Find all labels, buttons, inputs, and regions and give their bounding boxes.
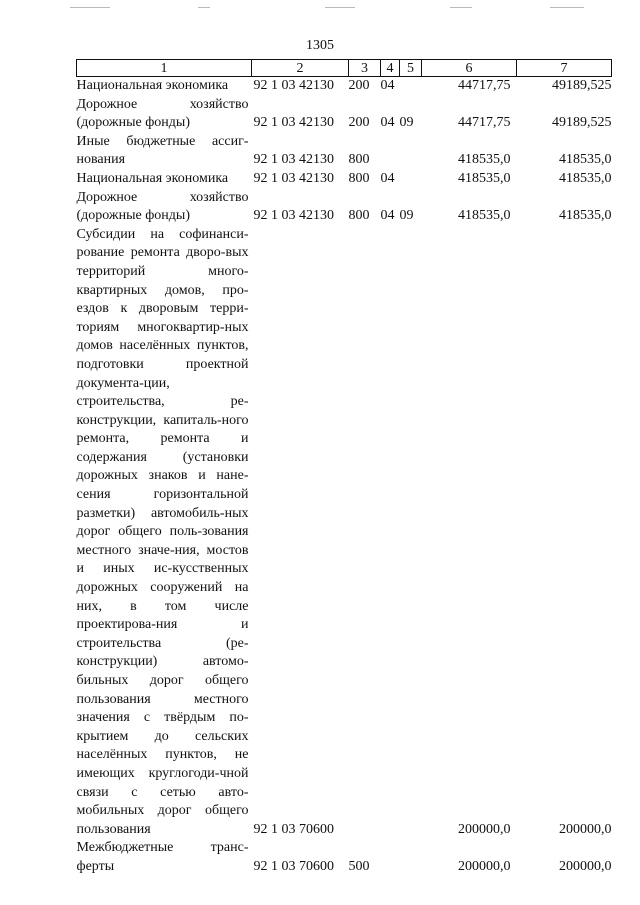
row-name: Национальная экономика bbox=[76, 78, 229, 93]
row-section: 04 bbox=[380, 208, 395, 224]
column-header: 6 bbox=[422, 60, 517, 77]
row-amount-6: 418535,0 bbox=[458, 152, 511, 168]
row-amount-7: 200000,0 bbox=[559, 858, 612, 874]
row-name: Межбюджетные транс-ферты bbox=[76, 840, 249, 874]
row-name: Национальная экономика bbox=[76, 170, 229, 186]
row-amount-7: 418535,0 bbox=[559, 208, 612, 224]
row-code: 92 1 03 70600 bbox=[253, 821, 334, 837]
row-section bbox=[381, 839, 400, 876]
row-name: Дорожное хозяйство (дорожные фонды) bbox=[76, 96, 249, 131]
row-subsection bbox=[400, 133, 422, 170]
row-code: 92 1 03 42130 bbox=[253, 208, 334, 224]
row-name: Дорожное хозяйство (дорожные фонды) bbox=[76, 189, 249, 224]
row-code: 92 1 03 70600 bbox=[253, 858, 334, 874]
scan-artifacts bbox=[70, 7, 630, 9]
column-header: 3 bbox=[349, 60, 381, 77]
column-header: 4 bbox=[381, 60, 400, 77]
page-number: 1305 bbox=[306, 38, 334, 53]
budget-table bbox=[76, 59, 612, 877]
table-row bbox=[77, 839, 612, 876]
row-subsection bbox=[400, 839, 422, 876]
column-header-row bbox=[77, 60, 612, 77]
table-row bbox=[77, 96, 612, 133]
row-amount-6: 44717,75 bbox=[458, 78, 511, 93]
table-row bbox=[77, 77, 612, 96]
row-expense-type: 800 bbox=[348, 208, 370, 224]
table-row bbox=[77, 189, 612, 226]
row-expense-type: 500 bbox=[348, 858, 370, 874]
row-amount-6: 200000,0 bbox=[458, 821, 511, 837]
row-amount-7: 200000,0 bbox=[559, 821, 612, 837]
table-row bbox=[77, 133, 612, 170]
row-expense-type: 800 bbox=[348, 170, 370, 186]
row-amount-7: 418535,0 bbox=[559, 152, 612, 168]
row-amount-7: 49189,525 bbox=[552, 78, 612, 93]
column-header: 2 bbox=[252, 60, 349, 77]
row-subsection bbox=[400, 170, 422, 189]
row-section: 04 bbox=[380, 170, 395, 186]
row-code: 92 1 03 42130 bbox=[253, 115, 334, 131]
row-name: Субсидии на софинанси-рование ремонта дворо-вых территорий много-квартирных домов, про-ездов к дворовым терри-ториям многоквартир-ных домов населённых пунктов, подготовки проектной документа-ции, строительства, ре-конструкции, капиталь-ного ремонта, ремонта и содержания (установки дорожных знаков и нане-сения горизонтальной разметки) автомобиль-ных дорог общего поль-зования местного значе-ния, мостов и иных ис-кусственных дорожных сооружений на них, в том числе проектирова-ния и строительства (ре-конструкции) автомо-бильных дорог общего пользования местного значения с твёрдым по-крытием до сельских населённых пунктов, не имеющих круглогоди-чной связи с сетью авто-мобильных дорог общего пользования bbox=[76, 226, 249, 837]
row-expense-type: 800 bbox=[348, 152, 370, 168]
row-section: 04 bbox=[380, 78, 395, 93]
row-amount-6: 418535,0 bbox=[458, 208, 511, 224]
row-code: 92 1 03 42130 bbox=[253, 78, 334, 93]
column-header: 1 bbox=[77, 60, 252, 77]
table-row bbox=[77, 226, 612, 840]
row-amount-6: 418535,0 bbox=[458, 170, 511, 186]
row-amount-7: 49189,525 bbox=[552, 115, 612, 131]
row-amount-7: 418535,0 bbox=[559, 170, 612, 186]
row-subsection: 09 bbox=[399, 208, 414, 224]
row-expense-type: 200 bbox=[348, 78, 370, 93]
row-expense-type: 200 bbox=[348, 115, 370, 131]
row-section bbox=[381, 133, 400, 170]
row-section bbox=[381, 226, 400, 840]
row-name: Иные бюджетные ассиг-нования bbox=[76, 133, 249, 168]
column-header: 7 bbox=[517, 60, 612, 77]
row-subsection bbox=[400, 226, 422, 840]
row-subsection: 09 bbox=[399, 115, 414, 131]
row-expense-type bbox=[349, 226, 381, 840]
column-header: 5 bbox=[400, 60, 422, 77]
row-code: 92 1 03 42130 bbox=[253, 152, 334, 168]
row-subsection bbox=[400, 77, 422, 96]
row-amount-6: 44717,75 bbox=[458, 115, 511, 131]
row-amount-6: 200000,0 bbox=[458, 858, 511, 874]
row-code: 92 1 03 42130 bbox=[253, 170, 334, 186]
row-section: 04 bbox=[380, 115, 395, 131]
table-row bbox=[77, 170, 612, 189]
